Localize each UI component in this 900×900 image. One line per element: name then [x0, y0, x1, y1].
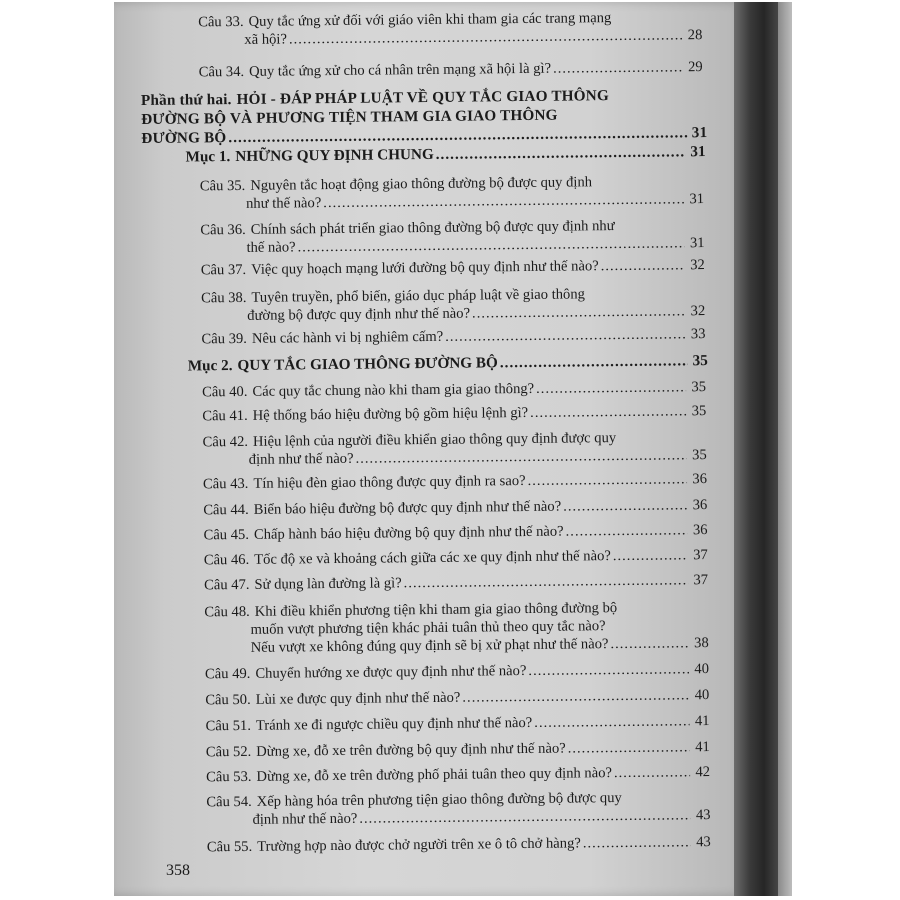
toc-entry-title: Sử dụng làn đường là gì?: [254, 575, 402, 593]
toc-entry: [205, 712, 709, 735]
toc-entry-title: thế nào?: [246, 239, 296, 256]
book-spine-shadow: [734, 2, 780, 896]
toc-entry: [199, 58, 703, 81]
toc-entry: [202, 378, 706, 401]
dot-leader: [500, 352, 688, 372]
toc-page-ref: 35: [691, 403, 707, 420]
toc-entry: [201, 284, 705, 325]
toc-entry-title: ĐƯỜNG BỘ: [141, 129, 227, 147]
toc-entry-title: Chính sách phát triển giao thông đường bộ được quy định như: [250, 218, 615, 238]
toc-entry-line: [200, 234, 704, 257]
toc-entry: [200, 172, 704, 213]
dot-leader: [462, 686, 689, 706]
toc-entry-title: Các quy tắc chung nào khi tham gia giao thông?: [252, 380, 535, 400]
toc-page-ref: 37: [693, 572, 709, 589]
toc-entry-title: Trường hợp nào được chở người trên xe ô tô chở hàng?: [257, 835, 581, 855]
toc-entry-title: định như thế nào?: [252, 810, 358, 828]
toc-entry-label: Câu 53.: [205, 768, 252, 786]
toc-entry-label: Câu 40.: [201, 383, 248, 401]
toc-entry-title: Chấp hành báo hiệu đường bộ quy định như thế nào?: [253, 523, 564, 543]
toc-entry-text: [201, 328, 443, 349]
toc-page-ref: 33: [690, 326, 706, 343]
dot-leader: [610, 634, 688, 653]
dot-leader: [527, 470, 687, 490]
toc-entry-text: [203, 523, 563, 545]
toc-entry-text: [185, 146, 433, 167]
toc-page-ref: 40: [694, 687, 710, 704]
toc-entry-title: Chuyển hướng xe được quy định như thế nào?: [255, 662, 527, 682]
toc-entry: [188, 352, 708, 375]
toc-entry-text: [202, 404, 528, 425]
toc-page-ref: 41: [695, 739, 710, 756]
toc-entry-text: [249, 450, 354, 469]
dot-leader: [436, 143, 686, 164]
toc-entry-line: [201, 256, 705, 279]
toc-entry-label: Câu 34.: [198, 63, 245, 81]
toc-entry-title: Tránh xe đi ngược chiều quy định như thế nào?: [255, 714, 533, 734]
toc-entry-line: [203, 470, 707, 493]
toc-entry-title: Tín hiệu đèn giao thông được quy định ra sao?: [253, 472, 526, 492]
toc-entry-label: Câu 36.: [200, 221, 246, 239]
toc-entry-title: Tuyên truyền, phổ biến, giáo dục pháp luật về giao thông: [251, 286, 585, 306]
dot-leader: [404, 571, 689, 592]
toc-entry: [207, 833, 711, 856]
toc-page-ref: 35: [691, 379, 707, 396]
toc-entry-text: [188, 354, 498, 375]
toc-page-ref: 32: [690, 257, 705, 274]
toc-entry-line: [202, 378, 706, 401]
toc-entry: [205, 660, 709, 683]
toc-page-ref: 41: [694, 713, 710, 730]
toc-page-ref: 28: [687, 27, 703, 44]
toc-entry-title: NHỮNG QUY ĐỊNH CHUNG: [235, 145, 434, 166]
toc-entry-text: [141, 129, 226, 148]
toc-entry-text: [202, 380, 534, 401]
toc-entry-line: [205, 686, 709, 709]
dot-leader: [445, 325, 686, 346]
toc-page-ref: 31: [691, 124, 708, 142]
toc-entry: [204, 598, 709, 657]
toc-entry-label: Câu 50.: [205, 691, 251, 709]
toc-entry: [203, 521, 707, 544]
toc-entry: [202, 428, 706, 469]
toc-entry-line: [201, 325, 705, 348]
page-number: 358: [166, 862, 190, 879]
dot-leader: [289, 26, 683, 48]
toc-entry-title: ĐƯỜNG BỘ VÀ PHƯƠNG TIỆN THAM GIA GIAO THÔNG: [141, 106, 558, 128]
toc-page-ref: 43: [695, 807, 711, 824]
toc-page-ref: 36: [692, 497, 708, 514]
toc-entry-label: Câu 54.: [206, 793, 252, 811]
toc-entry-text: [247, 305, 470, 325]
toc-entry-label: Câu 37.: [200, 261, 247, 279]
toc-entry: [203, 470, 707, 493]
toc-entry: [206, 788, 710, 829]
toc-entry: [206, 763, 710, 786]
toc-entry-text: [203, 498, 561, 520]
toc-entry-line: [203, 446, 707, 469]
toc-entry-line: [205, 660, 709, 683]
toc-entry-title: định như thế nào?: [248, 450, 354, 468]
toc-entry-label: Câu 45.: [203, 526, 250, 544]
dot-leader: [472, 302, 685, 322]
toc-entry-text: [207, 834, 581, 856]
toc-entry-line: [198, 26, 702, 49]
toc-entry-label: Câu 46.: [203, 551, 250, 569]
toc-entry: [204, 546, 708, 569]
toc-entry-label: Câu 41.: [202, 407, 248, 425]
toc-entry-title: Dừng xe, đỗ xe trên đường bộ quy định như thế nào?: [256, 740, 566, 760]
toc-entry-text: [252, 810, 357, 829]
toc-entry-text: [244, 30, 287, 48]
dot-leader: [355, 446, 686, 467]
toc-entry-label: Câu 33.: [198, 13, 244, 31]
toc-entry-label: Câu 44.: [203, 501, 249, 519]
toc-entry-text: [199, 60, 552, 82]
toc-entry-title: HỎI - ĐÁP PHÁP LUẬT VỀ QUY TẮC GIAO THÔNG: [236, 87, 610, 108]
toc-page-ref: 35: [692, 447, 707, 464]
toc-entry-label: Câu 55.: [206, 838, 253, 856]
toc-page-ref: 35: [692, 352, 708, 370]
toc-entry-title: Nếu vượt xe không đúng quy định sẽ bị xử phạt như thế nào?: [250, 636, 609, 656]
toc-entry-line: [207, 833, 711, 856]
toc-entry-line: [206, 806, 710, 829]
toc-entry-title: Quy tắc ứng xử đối với giáo viên khi tham gia các trang mạng: [248, 10, 612, 30]
toc-entry-title: Biển báo hiệu đường bộ được quy định như thế nào?: [253, 498, 562, 518]
dot-leader: [297, 234, 684, 256]
toc-entry-line: [188, 352, 708, 375]
toc-entry-line: [205, 634, 709, 657]
toc-entry-line: [205, 712, 709, 735]
dot-leader: [583, 833, 691, 852]
toc-entry: [198, 8, 702, 49]
toc-entry: [141, 86, 708, 149]
toc-entry-title: đường bộ được quy định như thế nào?: [247, 305, 471, 324]
toc-page-ref: 31: [689, 235, 705, 252]
toc-page-ref: 42: [695, 764, 711, 781]
toc-page-ref: 31: [689, 191, 705, 208]
dot-leader: [613, 546, 688, 565]
toc-entry-line: [202, 402, 706, 425]
toc-entry-line: [203, 496, 707, 519]
toc-entry-label: Câu 48.: [204, 603, 250, 621]
toc-entry: [206, 738, 710, 761]
toc-entry-line: [204, 546, 708, 569]
toc-entry-text: [204, 574, 402, 594]
toc-entry-line: [206, 763, 710, 786]
toc-entry-text: [246, 194, 321, 213]
toc-entry: [202, 402, 706, 425]
dot-leader: [601, 256, 685, 275]
toc-entry-label: Câu 42.: [202, 433, 249, 451]
facing-page-edge: [778, 2, 792, 896]
toc-entry-title: xã hội?: [244, 31, 288, 48]
toc-entry-label: Câu 38.: [200, 289, 247, 307]
toc-entry: [204, 571, 708, 594]
toc-page-ref: 31: [690, 143, 706, 161]
toc-entry: [205, 686, 709, 709]
toc-entry-text: [204, 547, 611, 569]
table-of-contents: [140, 0, 709, 866]
toc-entry: [203, 496, 707, 519]
dot-leader: [359, 806, 690, 827]
toc-entry-title: Hiệu lệnh của người điều khiển giao thông quy định được quy: [252, 430, 617, 450]
toc-entry-text: [205, 714, 532, 735]
dot-leader: [536, 378, 686, 398]
toc-entry-line: [204, 571, 708, 594]
toc-entry-title: Khi điều khiển phương tiện khi tham gia giao thông đường bộ: [254, 600, 618, 620]
toc-entry-text: [206, 764, 612, 786]
toc-entry-title: QUY TẮC GIAO THÔNG ĐƯỜNG BỘ: [237, 354, 498, 374]
dot-leader: [528, 660, 689, 680]
toc-entry-label: Câu 39.: [201, 330, 247, 348]
toc-entry-label: Mục 2.: [187, 357, 233, 375]
toc-entry-line: [201, 302, 705, 325]
toc-page-ref: 36: [692, 471, 708, 488]
toc-page-ref: 29: [687, 59, 703, 76]
toc-entry-label: Mục 1.: [185, 148, 231, 166]
toc-entry-title: Nêu các hành vi bị nghiêm cấm?: [251, 328, 444, 347]
dot-leader: [566, 521, 688, 540]
toc-entry-title: Quy tắc ứng xử cho cá nhân trên mạng xã hội là gì?: [249, 60, 552, 80]
toc-entry-text: [201, 257, 599, 279]
dot-leader: [530, 402, 686, 422]
toc-entry-title: Xếp hàng hóa trên phương tiện giao thông đường bộ được quy: [256, 789, 622, 810]
toc-entry-label: Câu 52.: [205, 743, 252, 761]
toc-entry-title: Việc quy hoạch mạng lưới đường bộ quy định như thế nào?: [251, 258, 599, 278]
dot-leader: [614, 763, 690, 782]
toc-entry-text: [205, 689, 460, 710]
toc-entry-label: Câu 51.: [205, 717, 252, 735]
toc-entry-label: Phần thứ hai.: [140, 91, 232, 109]
dot-leader: [534, 712, 689, 732]
toc-page-ref: 38: [694, 635, 709, 652]
toc-entry: [201, 325, 705, 348]
toc-entry-text: [203, 472, 526, 493]
toc-entry-text: [251, 635, 609, 657]
toc-page-ref: 37: [693, 547, 708, 564]
toc-page-ref: 36: [692, 522, 708, 539]
dot-leader: [553, 58, 683, 77]
toc-page-ref: 32: [690, 303, 706, 320]
toc-entry-title: Lùi xe được quy định như thế nào?: [255, 689, 461, 708]
toc-entry-line: [203, 521, 707, 544]
toc-entry-label: Câu 47.: [203, 576, 250, 594]
dot-leader: [568, 738, 690, 757]
toc-page-ref: 40: [694, 661, 710, 678]
toc-entry-text: [246, 238, 295, 257]
toc-entry-title: Nguyên tắc hoạt động giao thông đường bộ được quy định: [250, 174, 593, 194]
toc-entry-label: Câu 43.: [202, 475, 249, 493]
toc-entry: [200, 216, 704, 257]
toc-entry-line: [200, 190, 704, 213]
toc-entry-title: muốn vượt phương tiện khác phải tuân thủ theo quy tắc nào?: [250, 618, 606, 638]
toc-entry-label: Câu 35.: [199, 177, 246, 195]
background-left: [0, 0, 118, 900]
toc-entry-label: Câu 49.: [204, 665, 251, 683]
toc-entry-title: Dừng xe, đỗ xe trên đường phố phải tuân theo quy định nào?: [256, 765, 613, 785]
toc-entry-title: như thế nào?: [245, 195, 322, 212]
dot-leader: [563, 496, 687, 515]
toc-entry-text: [205, 662, 527, 683]
toc-entry-title: Tốc độ xe và khoảng cách giữa các xe quy định như thế nào?: [254, 548, 611, 568]
toc-entry-title: Hệ thống báo hiệu đường bộ gồm hiệu lệnh gì?: [252, 404, 529, 424]
toc-entry-line: [199, 58, 703, 81]
toc-entry-text: [206, 740, 566, 762]
dot-leader: [323, 190, 684, 212]
toc-entry: [201, 256, 705, 279]
toc-entry-line: [206, 738, 710, 761]
toc-page-ref: 43: [696, 834, 711, 851]
